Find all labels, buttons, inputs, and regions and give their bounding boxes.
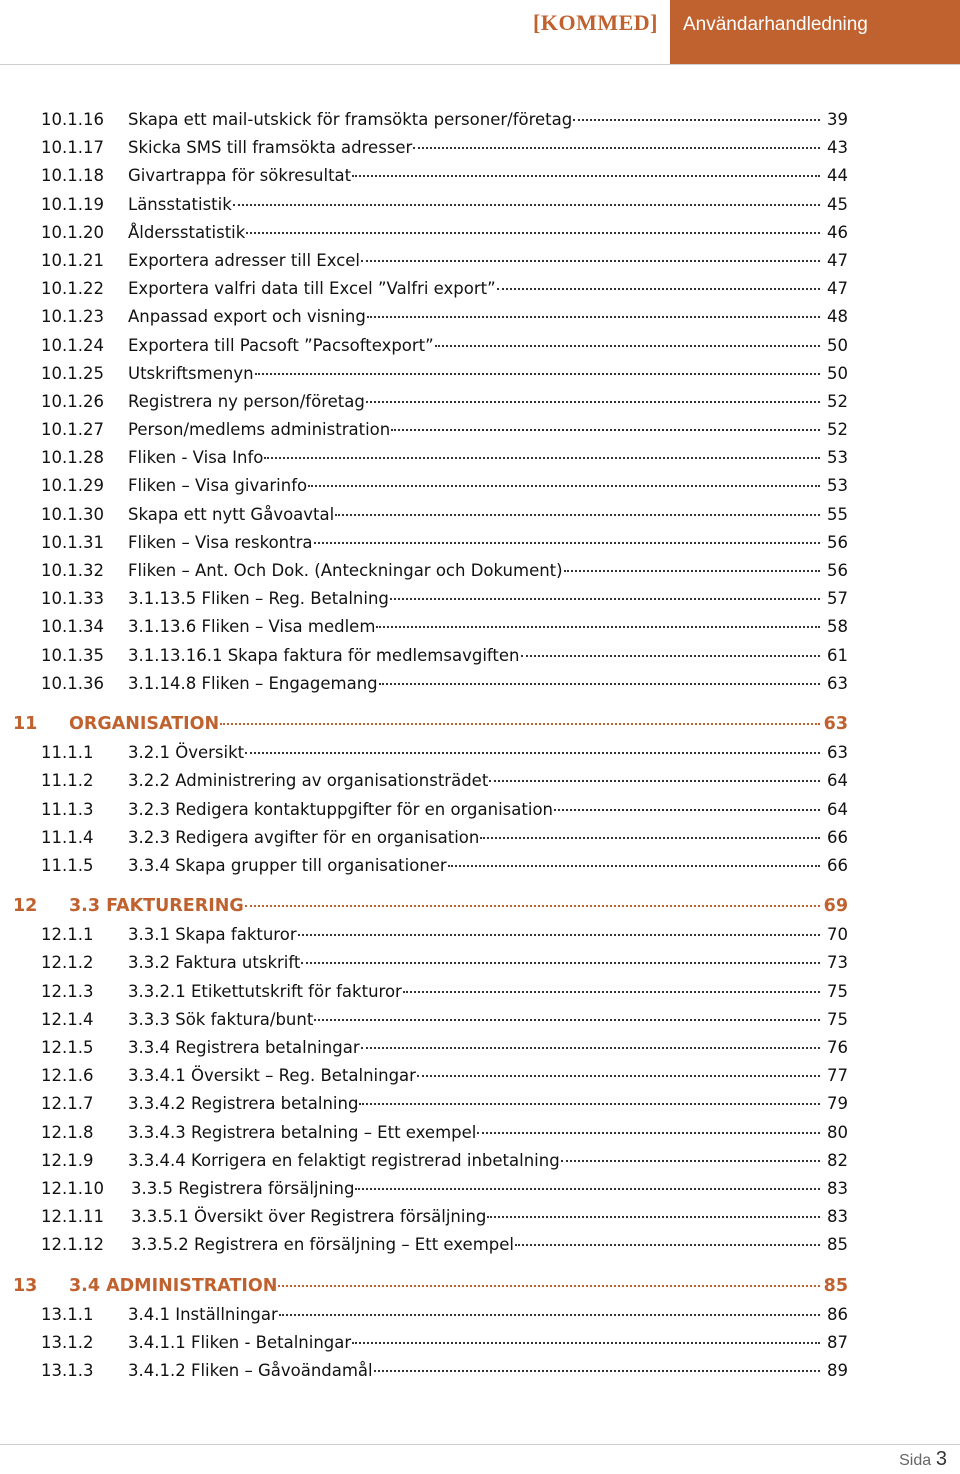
toc-entry-title: ORGANISATION	[69, 713, 220, 734]
toc-entry-title: Fliken – Ant. Och Dok. (Anteckningar och Dokument)	[128, 561, 563, 580]
toc-entry-page: 77	[827, 1066, 848, 1086]
toc-dot-leader	[355, 1188, 820, 1190]
toc-entry-title: Fliken – Visa reskontra	[128, 532, 313, 552]
toc-entry-page: 56	[827, 561, 848, 580]
toc-entry-title: 3.3.4 Skapa grupper till organisationer	[128, 855, 447, 875]
toc-entry-page: 70	[827, 925, 848, 945]
toc-entry-number: 12	[13, 896, 38, 917]
toc-entry-number: 10.1.19	[41, 194, 104, 214]
toc-dot-leader	[246, 232, 820, 234]
toc-entry-number: 10.1.33	[41, 589, 104, 609]
toc-dot-leader	[391, 429, 820, 431]
toc-dot-leader	[308, 485, 820, 487]
toc-entry-page: 48	[827, 307, 848, 327]
toc-dot-leader	[301, 962, 820, 964]
toc-entry-page: 52	[827, 420, 848, 440]
toc-entry-title: 3.2.2 Administrering av organisationsträdet	[128, 771, 489, 791]
toc-entry[interactable]	[0, 106, 960, 134]
toc-entry-page: 57	[827, 589, 848, 609]
toc-entry-title: 3.3.4 Registrera betalningar	[128, 1038, 360, 1057]
toc-entry[interactable]	[0, 642, 960, 670]
toc-entry-title: 3.3.4.3 Registrera betalning – Ett exempel	[128, 1122, 477, 1142]
toc-entry-page: 86	[827, 1304, 848, 1324]
toc-entry-title: 3.3.5.1 Översikt över Registrera försäljning	[131, 1207, 487, 1227]
page-footer	[899, 1448, 947, 1471]
toc-dot-leader	[264, 457, 820, 459]
toc-entry-title: Exportera till Pacsoft ”Pacsoftexport”	[128, 335, 434, 355]
toc-entry-page: 63	[827, 673, 848, 693]
toc-dot-leader	[245, 905, 820, 907]
footer-divider	[0, 1444, 960, 1445]
toc-dot-leader	[359, 1103, 820, 1105]
toc-entry[interactable]	[0, 529, 960, 557]
toc-entry-title: 3.4.1.2 Fliken – Gåvoändamål	[128, 1361, 373, 1381]
toc-dot-leader	[413, 147, 820, 149]
toc-entry-page: 53	[827, 476, 848, 496]
toc-entry-number: 11.1.5	[41, 855, 94, 875]
toc-entry-number: 12.1.2	[41, 953, 94, 973]
toc-entry-title: 3.3.1 Skapa fakturor	[128, 925, 297, 945]
toc-chapter-entry[interactable]	[0, 710, 960, 738]
toc-entry[interactable]	[0, 824, 960, 852]
toc-entry[interactable]	[0, 1119, 960, 1147]
toc-entry-page: 75	[827, 1009, 848, 1029]
toc-entry[interactable]	[0, 501, 960, 529]
toc-dot-leader	[374, 1370, 820, 1372]
toc-dot-leader	[314, 542, 821, 544]
toc-entry[interactable]	[0, 1090, 960, 1118]
toc-entry-page: 55	[827, 504, 848, 524]
toc-entry-page: 66	[827, 855, 848, 875]
toc-entry[interactable]	[0, 796, 960, 824]
toc-entry-number: 11.1.4	[41, 827, 94, 847]
toc-entry[interactable]	[0, 1329, 960, 1357]
toc-entry-title: 3.2.3 Redigera kontaktuppgifter för en organisation	[128, 799, 553, 819]
toc-dot-leader	[255, 373, 820, 375]
toc-entry-page: 61	[827, 645, 848, 665]
toc-entry[interactable]	[0, 1034, 960, 1062]
toc-entry-title: Exportera adresser till Excel	[128, 250, 361, 270]
toc-dot-leader	[477, 1132, 820, 1134]
toc-entry-page: 69	[823, 896, 848, 917]
toc-dot-leader	[448, 865, 820, 867]
toc-entry[interactable]	[0, 1357, 960, 1385]
toc-entry-title: Person/medlems administration	[128, 420, 391, 440]
toc-dot-leader	[379, 683, 820, 685]
toc-entry-number: 12.1.3	[41, 981, 94, 1001]
toc-entry-page: 58	[827, 617, 848, 637]
toc-entry[interactable]	[0, 191, 960, 219]
toc-entry-number: 10.1.17	[41, 138, 104, 158]
toc-dot-leader	[515, 1244, 820, 1246]
toc-entry-page: 47	[827, 250, 848, 270]
toc-entry-page: 39	[827, 110, 848, 129]
toc-dot-leader	[435, 345, 820, 347]
toc-entry-title: 3.2.1 Översikt	[128, 743, 245, 763]
toc-entry-page: 47	[827, 279, 848, 299]
toc-entry[interactable]	[0, 557, 960, 585]
toc-entry-number: 10.1.23	[41, 307, 104, 327]
toc-entry[interactable]	[0, 613, 960, 641]
toc-entry-title: 3.3.5.2 Registrera en försäljning – Ett exempel	[131, 1235, 514, 1255]
toc-entry-title: 3.4 ADMINISTRATION	[69, 1275, 278, 1296]
toc-entry-page: 83	[827, 1178, 848, 1198]
toc-entry-number: 11	[13, 713, 38, 734]
toc-entry-title: 3.3.4.4 Korrigera en felaktigt registrerad inbetalning	[128, 1150, 560, 1170]
toc-entry-number: 11.1.2	[41, 771, 94, 791]
toc-dot-leader	[298, 934, 820, 936]
toc-entry[interactable]	[0, 247, 960, 275]
toc-dot-leader	[480, 837, 820, 839]
toc-entry-number: 13.1.1	[41, 1304, 94, 1324]
toc-entry[interactable]	[0, 585, 960, 613]
toc-dot-leader	[366, 401, 820, 403]
toc-entry[interactable]	[0, 444, 960, 472]
toc-entry-title: 3.3.3 Sök faktura/bunt	[128, 1009, 314, 1029]
toc-entry-title: 3.3.5 Registrera försäljning	[131, 1178, 355, 1198]
toc-entry-title: 3.1.14.8 Fliken – Engagemang	[128, 673, 378, 693]
toc-entry[interactable]	[0, 921, 960, 949]
toc-entry-title: 3.3.4.1 Översikt – Reg. Betalningar	[128, 1066, 416, 1086]
toc-entry-page: 89	[827, 1361, 848, 1381]
toc-entry-page: 75	[827, 981, 848, 1001]
toc-entry-number: 10.1.30	[41, 504, 104, 524]
toc-entry[interactable]	[0, 1006, 960, 1034]
toc-dot-leader	[554, 809, 820, 811]
toc-dot-leader	[352, 175, 820, 177]
toc-entry-title: 3.1.13.16.1 Skapa faktura för medlemsavgiften	[128, 645, 520, 665]
toc-entry-title: 3.4.1 Inställningar	[128, 1304, 278, 1324]
toc-entry-page: 52	[827, 391, 848, 411]
toc-entry-number: 13.1.3	[41, 1361, 94, 1381]
toc-entry-number: 12.1.4	[41, 1009, 94, 1029]
toc-dot-leader	[367, 316, 820, 318]
toc-entry[interactable]	[0, 388, 960, 416]
toc-dot-leader	[390, 598, 820, 600]
toc-entry-number: 11.1.1	[41, 743, 94, 763]
toc-entry-title: Anpassad export och visning	[128, 307, 366, 327]
toc-entry-title: Länsstatistik	[128, 194, 232, 214]
toc-entry-page: 66	[827, 827, 848, 847]
document-title: Användarhandledning	[670, 0, 960, 64]
toc-entry[interactable]	[0, 332, 960, 360]
toc-entry-title: Skapa ett mail-utskick för framsökta personer/företag	[128, 110, 573, 129]
toc-entry-number: 12.1.1	[41, 925, 94, 945]
toc-entry-number: 12.1.7	[41, 1094, 94, 1114]
toc-dot-leader	[489, 780, 820, 782]
toc-entry-page: 82	[827, 1150, 848, 1170]
toc-dot-leader	[220, 723, 820, 725]
toc-entry-page: 83	[827, 1207, 848, 1227]
toc-dot-leader	[352, 1342, 820, 1344]
toc-entry-page: 85	[823, 1275, 848, 1296]
toc-entry[interactable]	[0, 416, 960, 444]
toc-dot-leader	[233, 204, 820, 206]
toc-entry-number: 12.1.5	[41, 1038, 94, 1057]
toc-entry[interactable]	[0, 1231, 960, 1259]
toc-entry-title: Registrera ny person/företag	[128, 391, 365, 411]
toc-entry-number: 10.1.29	[41, 476, 104, 496]
toc-entry-title: Fliken - Visa Info	[128, 448, 264, 468]
toc-entry-page: 56	[827, 532, 848, 552]
toc-entry[interactable]	[0, 949, 960, 977]
toc-dot-leader	[278, 1285, 820, 1287]
toc-entry-page: 64	[827, 799, 848, 819]
toc-entry-number: 12.1.10	[41, 1178, 104, 1198]
toc-entry[interactable]	[0, 162, 960, 190]
toc-entry-title: Exportera valfri data till Excel ”Valfri export”	[128, 279, 496, 299]
toc-entry-number: 12.1.9	[41, 1150, 94, 1170]
toc-entry-number: 10.1.18	[41, 166, 104, 186]
toc-entry-title: 3.3.4.2 Registrera betalning	[128, 1094, 359, 1114]
toc-entry-number: 10.1.27	[41, 420, 104, 440]
toc-entry-page: 43	[827, 138, 848, 158]
toc-entry-number: 12.1.8	[41, 1122, 94, 1142]
toc-entry-number: 13.1.2	[41, 1332, 94, 1352]
toc-entry[interactable]	[0, 670, 960, 698]
toc-entry-number: 10.1.16	[41, 110, 104, 129]
toc-entry-page: 53	[827, 448, 848, 468]
toc-dot-leader	[361, 260, 820, 262]
toc-dot-leader	[497, 288, 820, 290]
toc-entry-number: 10.1.32	[41, 561, 104, 580]
toc-entry-title: Skicka SMS till framsökta adresser	[128, 138, 413, 158]
toc-entry[interactable]	[0, 472, 960, 500]
toc-entry-page: 64	[827, 771, 848, 791]
toc-entry-page: 46	[827, 222, 848, 242]
toc-dot-leader	[564, 570, 820, 572]
toc-entry-title: 3.3.2 Faktura utskrift	[128, 953, 301, 973]
toc-entry[interactable]	[0, 1175, 960, 1203]
toc-entry-title: Skapa ett nytt Gåvoavtal	[128, 504, 335, 524]
toc-entry[interactable]	[0, 360, 960, 388]
toc-entry[interactable]	[0, 219, 960, 247]
toc-entry[interactable]	[0, 1062, 960, 1090]
toc-entry[interactable]	[0, 303, 960, 331]
toc-dot-leader	[245, 752, 820, 754]
toc-entry-page: 45	[827, 194, 848, 214]
toc-dot-leader	[521, 655, 821, 657]
toc-entry-number: 12.1.11	[41, 1207, 104, 1227]
toc-dot-leader	[561, 1160, 820, 1162]
toc-entry-title: Fliken – Visa givarinfo	[128, 476, 308, 496]
toc-entry-page: 50	[827, 335, 848, 355]
toc-dot-leader	[573, 119, 820, 121]
toc-entry-number: 11.1.3	[41, 799, 94, 819]
toc-entry-number: 10.1.25	[41, 363, 104, 383]
toc-entry-title: Åldersstatistik	[128, 222, 246, 242]
toc-entry[interactable]	[0, 852, 960, 880]
toc-entry-page: 73	[827, 953, 848, 973]
toc-entry[interactable]	[0, 275, 960, 303]
toc-entry-number: 12.1.6	[41, 1066, 94, 1086]
toc-entry[interactable]	[0, 739, 960, 767]
toc-entry-number: 12.1.12	[41, 1235, 104, 1255]
toc-entry-page: 76	[827, 1038, 848, 1057]
toc-dot-leader	[417, 1075, 820, 1077]
page-label: Sida	[899, 1452, 932, 1469]
toc-entry-page: 63	[827, 743, 848, 763]
toc-entry[interactable]	[0, 978, 960, 1006]
toc-entry-page: 63	[823, 713, 848, 734]
toc-entry-title: 3.1.13.6 Fliken – Visa medlem	[128, 617, 376, 637]
toc-entry[interactable]	[0, 1147, 960, 1175]
toc-chapter-entry[interactable]	[0, 892, 960, 920]
toc-entry-title: 3.2.3 Redigera avgifter för en organisation	[128, 827, 480, 847]
toc-entry-page: 50	[827, 363, 848, 383]
page-header	[0, 0, 960, 65]
toc-dot-leader	[403, 991, 820, 993]
toc-entry-title: 3.3 FAKTURERING	[69, 896, 244, 917]
toc-entry-title: 3.3.2.1 Etikettutskrift för fakturor	[128, 981, 402, 1001]
toc-dot-leader	[361, 1047, 820, 1049]
toc-entry-number: 10.1.26	[41, 391, 104, 411]
toc-entry-number: 10.1.20	[41, 222, 104, 242]
toc-dot-leader	[279, 1314, 820, 1316]
table-of-contents	[0, 106, 960, 1385]
toc-dot-leader	[376, 626, 820, 628]
toc-entry-number: 10.1.22	[41, 279, 104, 299]
toc-dot-leader	[335, 514, 820, 516]
toc-dot-leader	[314, 1019, 820, 1021]
toc-entry-page: 79	[827, 1094, 848, 1114]
toc-entry[interactable]	[0, 1301, 960, 1329]
toc-entry-page: 44	[827, 166, 848, 186]
toc-entry-page: 85	[827, 1235, 848, 1255]
toc-dot-leader	[487, 1216, 820, 1218]
toc-entry-title: 3.1.13.5 Fliken – Reg. Betalning	[128, 589, 389, 609]
toc-entry-number: 10.1.31	[41, 532, 104, 552]
toc-entry-number: 10.1.36	[41, 673, 104, 693]
toc-entry[interactable]	[0, 1203, 960, 1231]
toc-entry-number: 10.1.34	[41, 617, 104, 637]
toc-entry[interactable]	[0, 767, 960, 795]
toc-entry-number: 10.1.21	[41, 250, 104, 270]
toc-entry-title: 3.4.1.1 Fliken - Betalningar	[128, 1332, 352, 1352]
toc-entry[interactable]	[0, 134, 960, 162]
toc-entry-page: 87	[827, 1332, 848, 1352]
toc-entry-page: 80	[827, 1122, 848, 1142]
toc-entry-number: 10.1.28	[41, 448, 104, 468]
toc-chapter-entry[interactable]	[0, 1272, 960, 1300]
toc-entry-number: 10.1.24	[41, 335, 104, 355]
toc-entry-title: Utskriftsmenyn	[128, 363, 254, 383]
toc-entry-title: Givartrappa för sökresultat	[128, 166, 352, 186]
brand-name: [KOMMED]	[533, 10, 658, 35]
page-number: 3	[935, 1448, 947, 1470]
toc-entry-number: 13	[13, 1275, 38, 1296]
toc-entry-number: 10.1.35	[41, 645, 104, 665]
